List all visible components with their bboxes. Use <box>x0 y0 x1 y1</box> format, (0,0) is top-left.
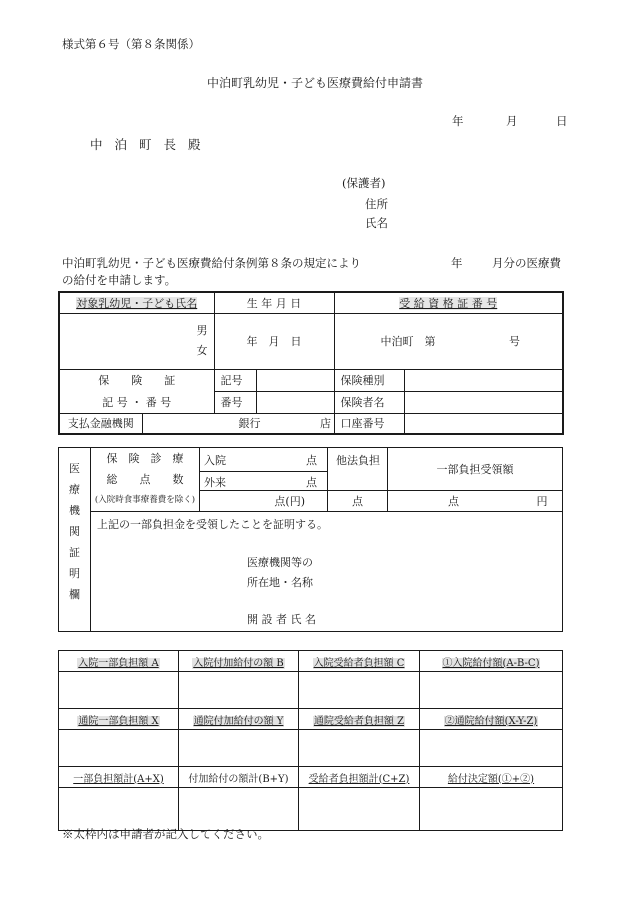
inpatient-points-field[interactable]: 入院 点 <box>200 448 328 472</box>
total-partial-burden-header: 一部負担額計(A+X) <box>59 767 179 788</box>
certification-body: 上記の一部負担金を受領したことを証明する。 医療機関等の 所在地・名称 開 設 者 氏 名 <box>91 512 563 632</box>
insurer-name-label: 保険者名 <box>334 391 404 413</box>
inpatient-benefit-field[interactable] <box>420 672 563 709</box>
inpatient-additional-benefit-header: 入院付加給付の額 B <box>179 651 299 672</box>
insurance-label-top: 保 険 証 <box>59 369 214 391</box>
outpatient-points-field[interactable]: 外来 点 <box>200 472 328 491</box>
number-field[interactable] <box>256 391 334 413</box>
total-additional-benefit-field[interactable] <box>179 788 299 831</box>
guardian-label: (保護者) <box>342 176 386 190</box>
date-day-label: 日 <box>556 114 568 128</box>
other-law-points-field[interactable]: 点 <box>328 491 388 512</box>
addressee: 中泊町長殿 <box>90 137 213 152</box>
symbol-field[interactable] <box>256 369 334 391</box>
outpatient-partial-burden-header: 通院一部負担額 X <box>59 709 179 730</box>
guardian-name-label: 氏名 <box>365 216 388 230</box>
symbol-label: 記号 <box>214 369 256 391</box>
date-month-label: 月 <box>506 114 518 128</box>
total-points-label: 保 険 診 療 総 点 数 (入院時食事療養費を除く) <box>91 448 200 512</box>
outpatient-benefit-header: ②通院給付額(X-Y-Z) <box>420 709 563 730</box>
total-partial-burden-field[interactable] <box>59 788 179 831</box>
account-number-field[interactable] <box>404 413 563 434</box>
form-number: 様式第６号（第８条関係） <box>62 37 200 51</box>
birth-date-cell[interactable]: 年 月 日 <box>214 313 334 369</box>
insurance-type-label: 保険種別 <box>334 369 404 391</box>
certificate-number-header: 受 給 資 格 証 番 号 <box>334 292 563 313</box>
total-recipient-burden-header: 受給者負担額計(C+Z) <box>299 767 420 788</box>
number-label: 番号 <box>214 391 256 413</box>
inpatient-partial-burden-field[interactable] <box>59 672 179 709</box>
account-number-label: 口座番号 <box>334 413 404 434</box>
insurance-type-field[interactable] <box>404 369 563 391</box>
benefit-decision-header: 給付決定額(①+②) <box>420 767 563 788</box>
inpatient-recipient-burden-header: 入院受給者負担額 C <box>299 651 420 672</box>
bank-label: 支払金融機関 <box>59 413 142 434</box>
footer-note: ※太枠内は申請者が記入してください。 <box>62 827 269 841</box>
outpatient-partial-burden-field[interactable] <box>59 730 179 767</box>
bank-field[interactable]: 銀行 店 <box>142 413 334 434</box>
certification-side-label: 医 療 機 関 証 明 欄 <box>59 448 91 632</box>
outpatient-additional-benefit-header: 通院付加給付の額 Y <box>179 709 299 730</box>
sex-male[interactable]: 男 <box>196 324 208 337</box>
medical-certification-table <box>58 447 563 632</box>
other-law-burden-label: 他法負担 <box>328 448 388 491</box>
outpatient-recipient-burden-field[interactable] <box>299 730 420 767</box>
birth-date-header: 生 年 月 日 <box>214 292 334 313</box>
child-name-cell[interactable] <box>59 313 214 369</box>
child-name-header: 対象乳幼児・子ども氏名 <box>59 292 214 313</box>
partial-receipt-field[interactable]: 点 円 <box>388 491 563 512</box>
calculation-table <box>58 650 563 831</box>
outpatient-additional-benefit-field[interactable] <box>179 730 299 767</box>
inpatient-additional-benefit-field[interactable] <box>179 672 299 709</box>
sex-female[interactable]: 女 <box>196 344 208 357</box>
total-additional-benefit-header: 付加給付の額計(B+Y) <box>179 767 299 788</box>
applicant-table <box>58 291 564 435</box>
inpatient-partial-burden-header: 入院一部負担額 A <box>59 651 179 672</box>
date-year-label: 年 <box>452 114 464 128</box>
guardian-address-label: 住所 <box>365 197 388 211</box>
outpatient-benefit-field[interactable] <box>420 730 563 767</box>
insurance-label-bottom: 記 号 ・ 番 号 <box>59 391 214 413</box>
outpatient-recipient-burden-header: 通院受給者負担額 Z <box>299 709 420 730</box>
total-points-yen-field[interactable]: 点(円) <box>200 491 328 512</box>
form-title: 中泊町乳幼児・子ども医療費給付申請書 <box>206 76 423 90</box>
insurer-name-field[interactable] <box>404 391 563 413</box>
application-text-line2: の給付を申請します。 <box>62 273 177 287</box>
certificate-number-cell[interactable]: 中泊町 第 号 <box>334 313 563 369</box>
application-text-line1: 中泊町乳幼児・子ども医療費給付条例第８条の規定により <box>62 256 361 270</box>
total-recipient-burden-field[interactable] <box>299 788 420 831</box>
application-month-label: 月分の医療費 <box>492 256 561 270</box>
benefit-decision-field[interactable] <box>420 788 563 831</box>
application-year-label: 年 <box>451 256 463 270</box>
inpatient-recipient-burden-field[interactable] <box>299 672 420 709</box>
inpatient-benefit-header: ①入院給付額(A-B-C) <box>420 651 563 672</box>
partial-receipt-label: 一部負担受領額 <box>388 448 563 491</box>
